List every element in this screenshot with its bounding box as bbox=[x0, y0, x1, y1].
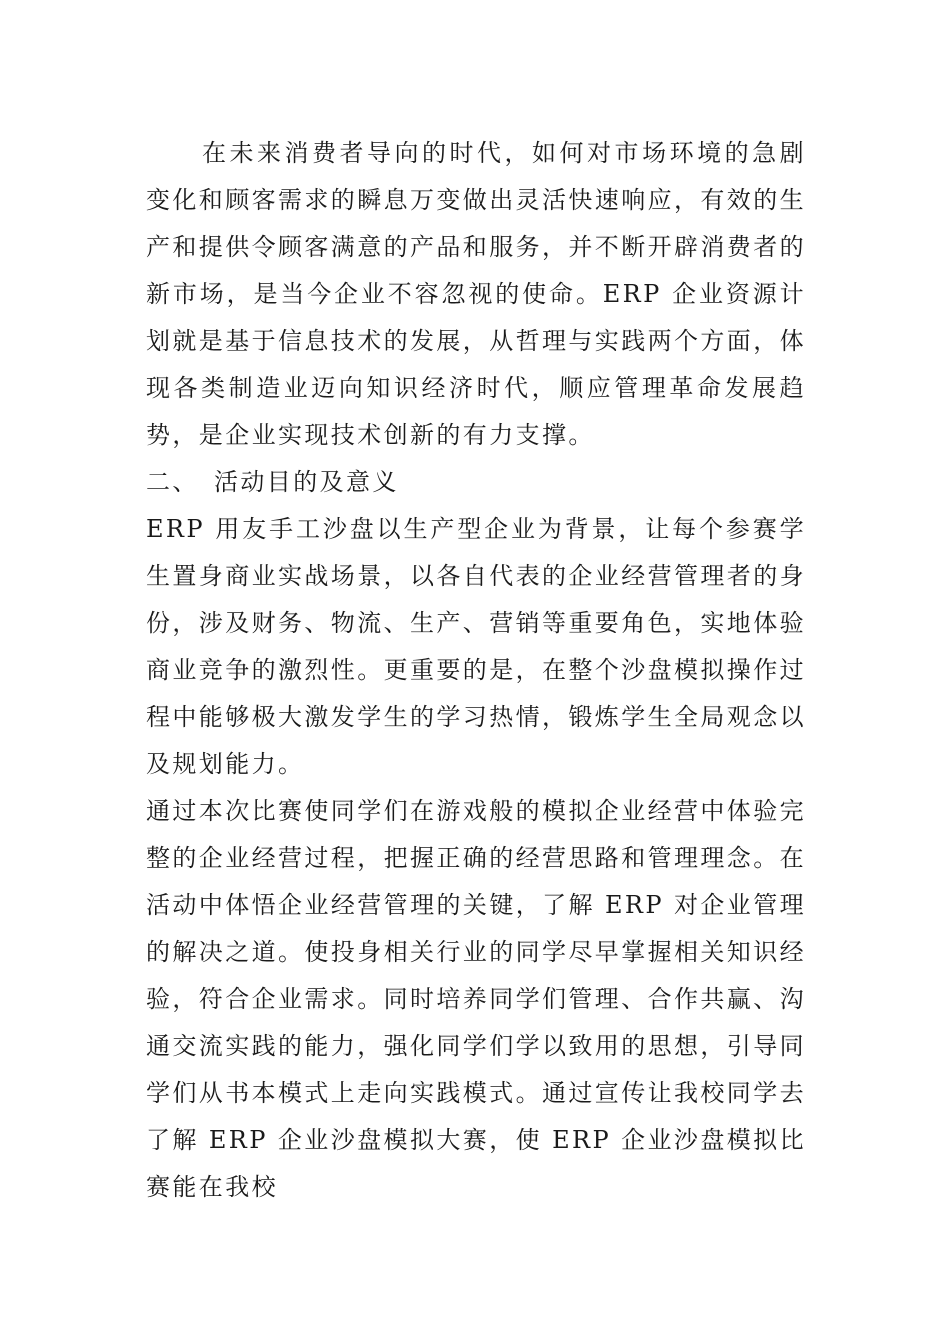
section-heading bbox=[146, 459, 806, 506]
section-number: 二、 bbox=[146, 468, 199, 496]
section-title: 活动目的及意义 bbox=[214, 468, 399, 496]
paragraph-purpose: ERP 用友手工沙盘以生产型企业为背景，让每个参赛学生置身商业实战场景，以各自代表的企业经营管理者的身份，涉及财务、物流、生产、营销等重要角色，实地体验商业竞争的激烈性。更重要的是，在整个沙盘模拟操作过程中能够极大激发学生的学习热情，锻炼学生全局观念以及规划能力。 bbox=[146, 515, 806, 778]
document-body bbox=[146, 130, 806, 1211]
paragraph-intro: 在未来消费者导向的时代，如何对市场环境的急剧变化和顾客需求的瞬息万变做出灵活快速响应，有效的生产和提供令顾客满意的产品和服务，并不断开辟消费者的新市场，是当今企业不容忽视的使命。ERP 企业资源计划就是基于信息技术的发展，从哲理与实践两个方面，体现各类制造业迈向知识经济时代，顺应管理革命发展趋势，是企业实现技术创新的有力支撑。 bbox=[146, 139, 806, 449]
paragraph-significance: 通过本次比赛使同学们在游戏般的模拟企业经营中体验完整的企业经营过程，把握正确的经营思路和管理理念。在活动中体悟企业经营管理的关键，了解 ERP 对企业管理的解决之道。使投身相关行业的同学尽早掌握相关知识经验，符合企业需求。同时培养同学们管理、合作共赢、沟通交流实践的能力，强化同学们学以致用的思想，引导同学们从书本模式上走向实践模式。通过宣传让我校同学去了解 ERP 企业沙盘模拟大赛，使 ERP 企业沙盘模拟比赛能在我校 bbox=[146, 797, 806, 1201]
